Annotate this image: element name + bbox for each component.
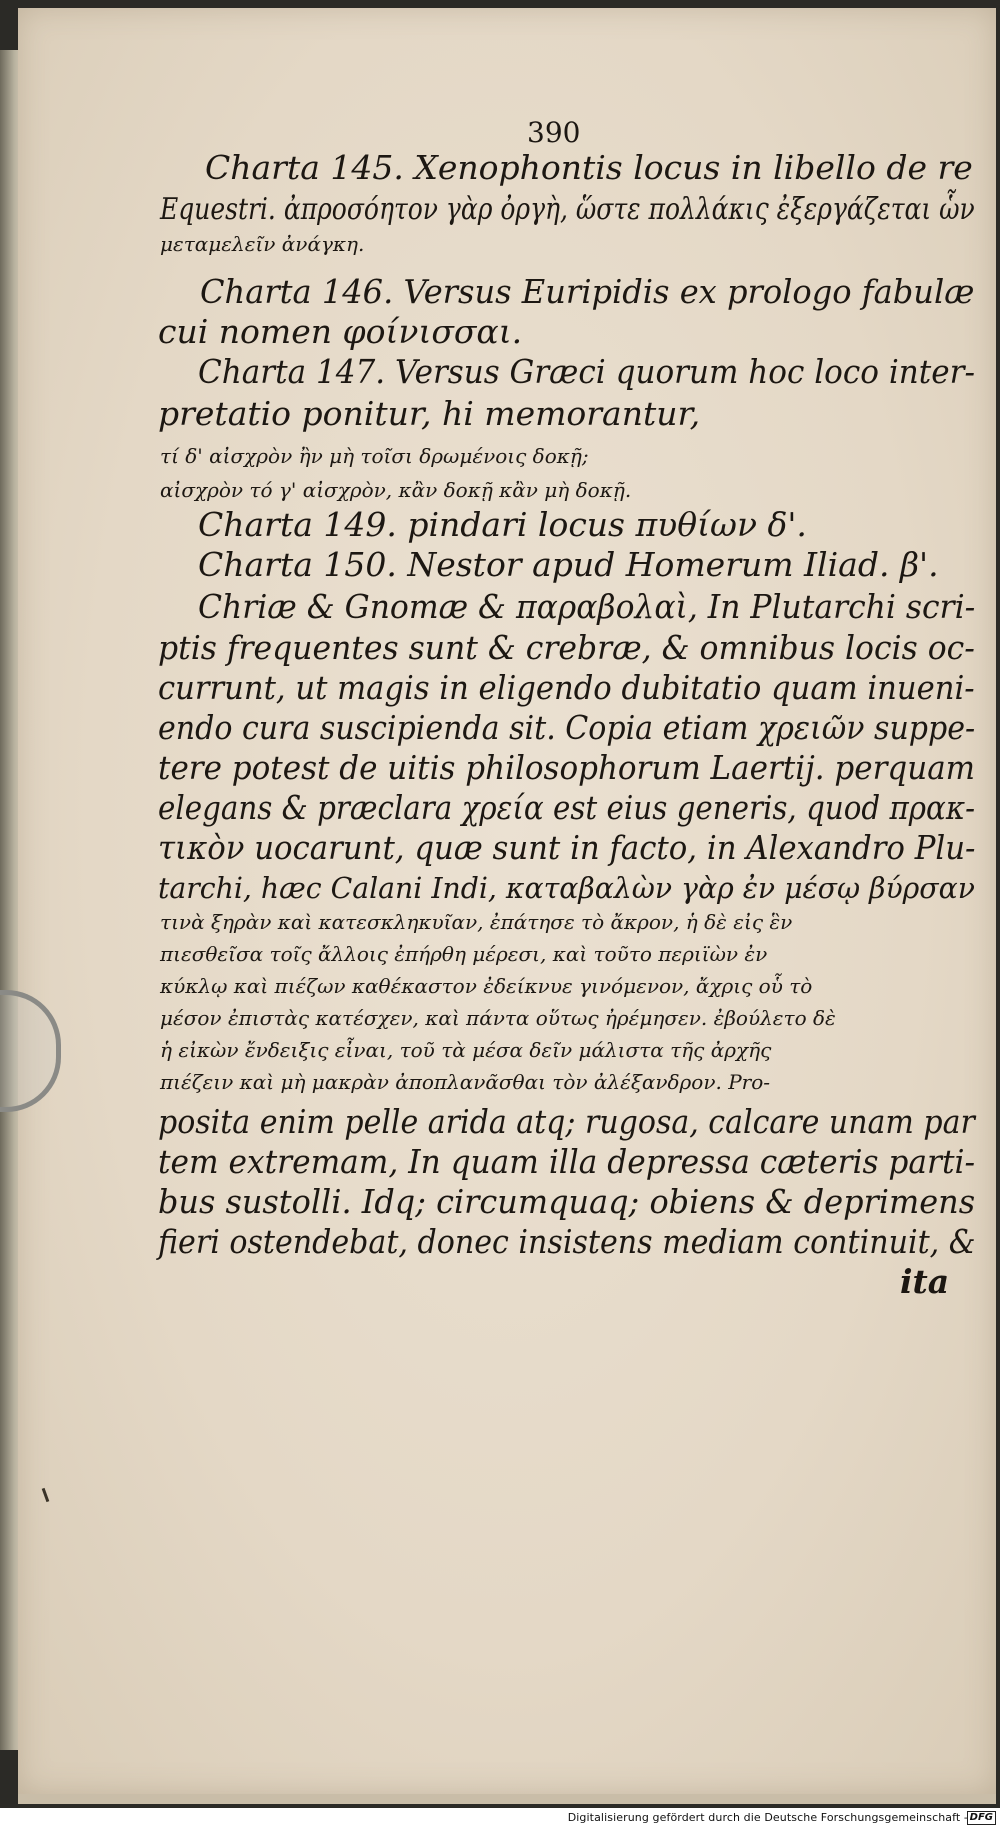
text-line: μεταμελεῖν ἀνάγκη. xyxy=(160,232,365,256)
catchword: ita xyxy=(900,1262,950,1301)
text-line: τινὰ ξηρὰν καὶ κατεσκληκυῖαν, ἐπάτησε τὸ ἄκρον, ἡ δὲ εἰς ἓν xyxy=(160,910,793,934)
text-line: αἰσχρὸν τό γ' αἰσχρὸν, κἂν δοκῇ κἂν μὴ δοκῇ. xyxy=(160,478,632,502)
text-line: Charta 145. Xenophontis locus in libello de re xyxy=(205,148,973,187)
text-line: pretatio ponitur, hi memorantur, xyxy=(158,394,701,433)
text-line: ptis frequentes sunt & crebræ, & omnibus locis oc- xyxy=(158,628,975,667)
text-line: tarchi, hæc Calani Indi, καταβαλὼν γὰρ ἐν μέσῳ βύρσαν xyxy=(158,871,975,905)
text-line: τί δ' αἰσχρὸν ἢν μὴ τοῖσι δρωμένοις δοκῇ; xyxy=(160,444,589,468)
text-line: cui nomen φοίνισσαι. xyxy=(158,312,523,351)
text-line: πιέζειν καὶ μὴ μακρὰν ἀποπλανᾶσθαι τὸν ἀλέξανδρον. Pro- xyxy=(160,1070,771,1094)
text-line: elegans & præclara χρεία est eius generis, quod πρακ- xyxy=(158,788,976,827)
text-line: πιεσθεῖσα τοῖς ἄλλοις ἐπήρθη μέρεσι, καὶ τοῦτο περιϊὼν ἐν xyxy=(160,942,768,966)
text-line: bus sustolli. Idq; circumquaq; obiens & deprimens xyxy=(158,1182,976,1221)
text-line: ἡ εἰκὼν ἔνδειξις εἶναι, τοῦ τὰ μέσα δεῖν μάλιστα τῆς ἀρχῆς xyxy=(160,1038,772,1062)
text-line: currunt, ut magis in eligendo dubitatio quam inueni- xyxy=(158,668,975,707)
digitization-footer xyxy=(0,1808,1000,1828)
text-line: Charta 150. Nestor apud Homerum Iliad. β'. xyxy=(198,545,939,584)
text-line: Charta 149. pindari locus πυθίων δ'. xyxy=(198,505,807,544)
text-line: Chriæ & Gnomæ & παραβολαὶ, In Plutarchi scri- xyxy=(198,587,976,626)
page-bottom-edge xyxy=(18,1794,996,1804)
page-number: 390 xyxy=(527,116,581,149)
text-line: endo cura suscipienda sit. Copia etiam χρειῶν suppe- xyxy=(158,708,976,747)
text-line: tem extremam, In quam illa depressa cæteris parti- xyxy=(158,1142,976,1181)
text-line: Equestri. ἀπροσόητον γὰρ ὀργὴ, ὥστε πολλάκις ἐξεργάζεται ὧν xyxy=(160,192,975,227)
text-line: Charta 147. Versus Græci quorum hoc loco inter- xyxy=(198,352,975,391)
text-line: μέσον ἐπιστὰς κατέσχεν, καὶ πάντα οὕτως ἠρέμησεν. ἐβούλετο δὲ xyxy=(160,1006,836,1030)
text-line: tere potest de uitis philosophorum Laertij. perquam xyxy=(158,748,976,787)
text-line: fieri ostendebat, donec insistens mediam continuit, & xyxy=(158,1222,976,1261)
dfg-logo-icon: DFG xyxy=(967,1811,996,1825)
text-line: Charta 146. Versus Euripidis ex prologo fabulæ xyxy=(200,272,975,311)
text-line: posita enim pelle arida atq; rugosa, calcare unam par xyxy=(158,1102,975,1141)
text-line: κύκλῳ καὶ πιέζων καθέκαστον ἐδείκνυε γινόμενον, ἄχρις οὗ τὸ xyxy=(160,974,813,998)
footer-credit: Digitalisierung gefördert durch die Deutsche Forschungsgemeinschaft - xyxy=(567,1811,968,1824)
text-line: τικὸν uocarunt, quæ sunt in facto, in Alexandro Plu- xyxy=(158,828,976,867)
